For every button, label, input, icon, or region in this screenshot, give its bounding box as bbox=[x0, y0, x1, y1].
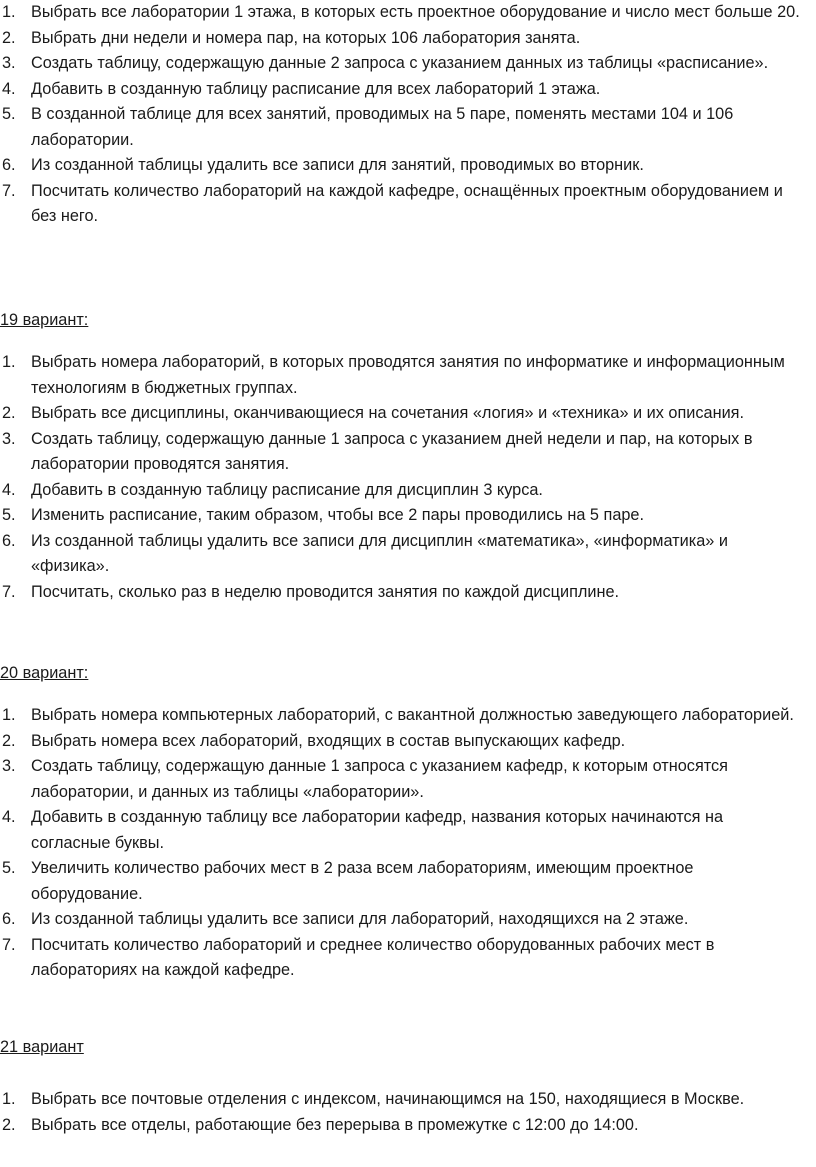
section-20 bbox=[0, 703, 800, 984]
list-item: 1. Выбрать все лаборатории 1 этажа, в которых есть проектное оборудование и число мест больше 20. bbox=[2, 3, 800, 21]
variant-20-heading: 20 вариант: bbox=[0, 664, 89, 682]
list-item: 2. Выбрать дни недели и номера пар, на которых 106 лаборатория занята. bbox=[2, 28, 581, 47]
list-item: 1. Выбрать все почтовые отделения с индексом, начинающимся на 150, находящиеся в Москве. bbox=[2, 1090, 745, 1108]
list-item: 1. Выбрать номера лабораторий, в которых проводятся занятия по информатике и информационным технологиям в бюджетных группах. bbox=[2, 353, 785, 397]
list-item: 7. Посчитать, сколько раз в неделю проводится занятия по каждой дисциплине. bbox=[2, 582, 620, 601]
list-item: 3. Создать таблицу, содержащую данные 1 запроса с указанием кафедр, к которым относятся лаборатории, и данных из таблицы «лаборатории». bbox=[2, 757, 728, 801]
list-item: 6. Из созданной таблицы удалить все записи для дисциплин «математика», «информатика» и «физика». bbox=[2, 531, 728, 575]
variant-19-heading: 19 вариант: bbox=[0, 311, 89, 329]
list-item: 2. Выбрать все дисциплины, оканчивающиеся на сочетания «логия» и «техника» и их описания. bbox=[2, 404, 745, 422]
list-item: 7. Посчитать количество лабораторий на каждой кафедре, оснащённых проектным оборудованием и без него. bbox=[2, 181, 783, 225]
list-item: 1. Выбрать номера компьютерных лабораторий, с вакантной должностью заведующего лабораторией. bbox=[2, 706, 794, 724]
list-item: 6. Из созданной таблицы удалить все записи для лабораторий, находящихся на 2 этаже. bbox=[2, 910, 689, 928]
section-21 bbox=[0, 1087, 800, 1138]
task-list-21 bbox=[0, 1087, 800, 1138]
list-item: 4. Добавить в созданную таблицу расписание для дисциплин 3 курса. bbox=[2, 480, 543, 499]
list-item: 4. Добавить в созданную таблицу все лаборатории кафедр, названия которых начинаются на согласные буквы. bbox=[2, 808, 724, 852]
list-item: 3. Создать таблицу, содержащую данные 1 запроса с указанием дней недели и пар, на которых в лаборатории проводятся занятия. bbox=[2, 429, 753, 473]
task-list-19 bbox=[0, 350, 800, 605]
task-list-18 bbox=[0, 0, 800, 230]
section-18 bbox=[0, 0, 800, 230]
list-item: 7. Посчитать количество лабораторий и среднее количество оборудованных рабочих мест в лабораториях на каждой кафедре. bbox=[2, 935, 715, 979]
section-19 bbox=[0, 350, 800, 605]
list-item: 3. Создать таблицу, содержащую данные 2 запроса с указанием данных из таблицы «расписание». bbox=[2, 54, 769, 72]
task-list-20 bbox=[0, 703, 800, 984]
list-item: 2. Выбрать номера всех лабораторий, входящих в состав выпускающих кафедр. bbox=[2, 731, 626, 750]
list-item: 5. В созданной таблице для всех занятий, проводимых на 5 паре, поменять местами 104 и 106 лаборатории. bbox=[2, 105, 734, 149]
list-item: 4. Добавить в созданную таблицу расписание для всех лабораторий 1 этажа. bbox=[2, 79, 601, 98]
list-item: 5. Изменить расписание, таким образом, чтобы все 2 пары проводились на 5 паре. bbox=[2, 506, 645, 524]
list-item: 2. Выбрать все отделы, работающие без перерыва в промежутке с 12:00 до 14:00. bbox=[2, 1115, 639, 1134]
variant-21-heading: 21 вариант bbox=[0, 1038, 84, 1056]
list-item: 6. Из созданной таблицы удалить все записи для занятий, проводимых во вторник. bbox=[2, 156, 644, 174]
list-item: 5. Увеличить количество рабочих мест в 2 раза всем лабораториям, имеющим проектное оборудование. bbox=[2, 859, 694, 903]
